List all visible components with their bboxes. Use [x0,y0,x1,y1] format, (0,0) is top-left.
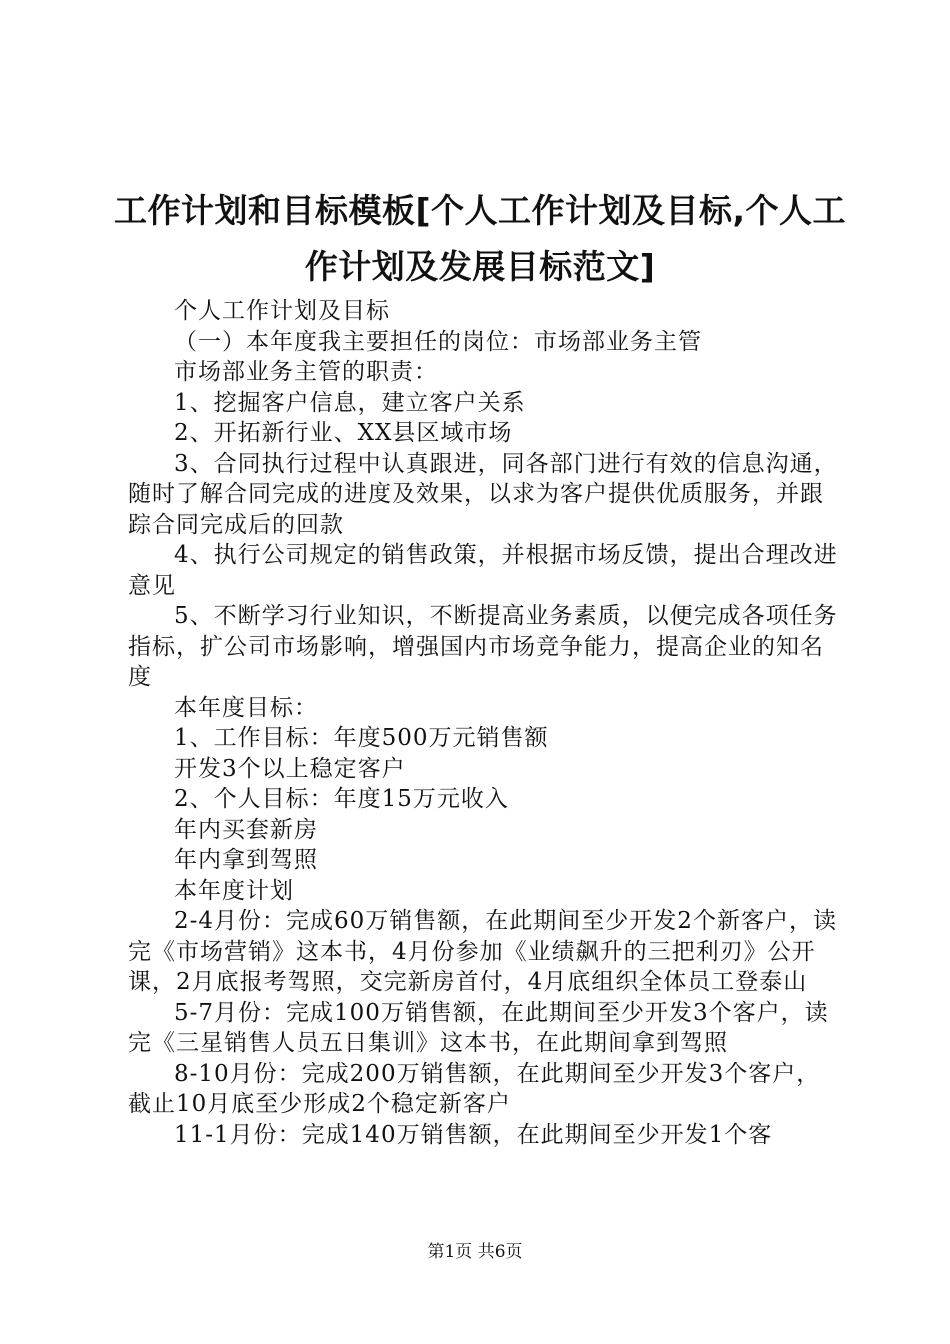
paragraph: 本年度目标： [174,694,318,721]
paragraph: 开发3个以上稳定客户 [174,755,406,782]
paragraph: 本年度计划 [174,877,294,904]
paragraph: 2-4月份：完成60万销售额，在此期间至少开发2个新客户，读完《市场营销》这本书，4月份参加《业绩飙升的三把利刃》公开课，2月底报考驾照，交完新房首付，4月底组织全体员工登泰山 [128,908,837,995]
paragraph: 1、挖掘客户信息，建立客户关系 [174,389,526,416]
paragraph: 1、工作目标：年度500万元销售额 [174,725,549,751]
paragraph: 3、合同执行过程中认真跟进，同各部门进行有效的信息沟通，随时了解合同完成的进度及效果，以求为客户提供优质服务，并跟踪合同完成后的回款 [128,450,838,538]
paragraph: 5、不断学习行业知识，不断提高业务素质，以便完成各项任务指标，扩公司市场影响，增强国内市场竞争能力，提高企业的知名度 [128,603,838,690]
paragraph: 2、开拓新行业、XX县区域市场 [174,420,513,446]
paragraph: 8-10月份：完成200万销售额，在此期间至少开发3个客户，截止10月底至少形成2个稳定新客户 [128,1060,821,1117]
paragraph: 年内买套新房 [174,816,318,843]
page-number-footer: 第1页 共6页 [427,1242,523,1262]
document-body [128,296,838,1150]
paragraph: 5-7月份：完成100万销售额，在此期间至少开发3个客户，读完《三星销售人员五日集训》这本书，在此期间拿到驾照 [128,999,829,1056]
paragraph: 4、执行公司规定的销售政策，并根据市场反馈，提出合理改进意见 [128,542,838,599]
paragraph: （一）本年度我主要担任的岗位：市场部业务主管 [174,328,702,355]
document-title: 工作计划和目标模板[个人工作计划及目标,个人工作计划及发展目标范文] [113,191,847,286]
paragraph: 11-1月份：完成140万销售额，在此期间至少开发1个客 [174,1121,773,1148]
paragraph: 个人工作计划及目标 [174,298,390,324]
paragraph: 年内拿到驾照 [174,847,318,873]
paragraph: 2、个人目标：年度15万元收入 [174,786,509,812]
paragraph: 市场部业务主管的职责： [174,359,438,385]
